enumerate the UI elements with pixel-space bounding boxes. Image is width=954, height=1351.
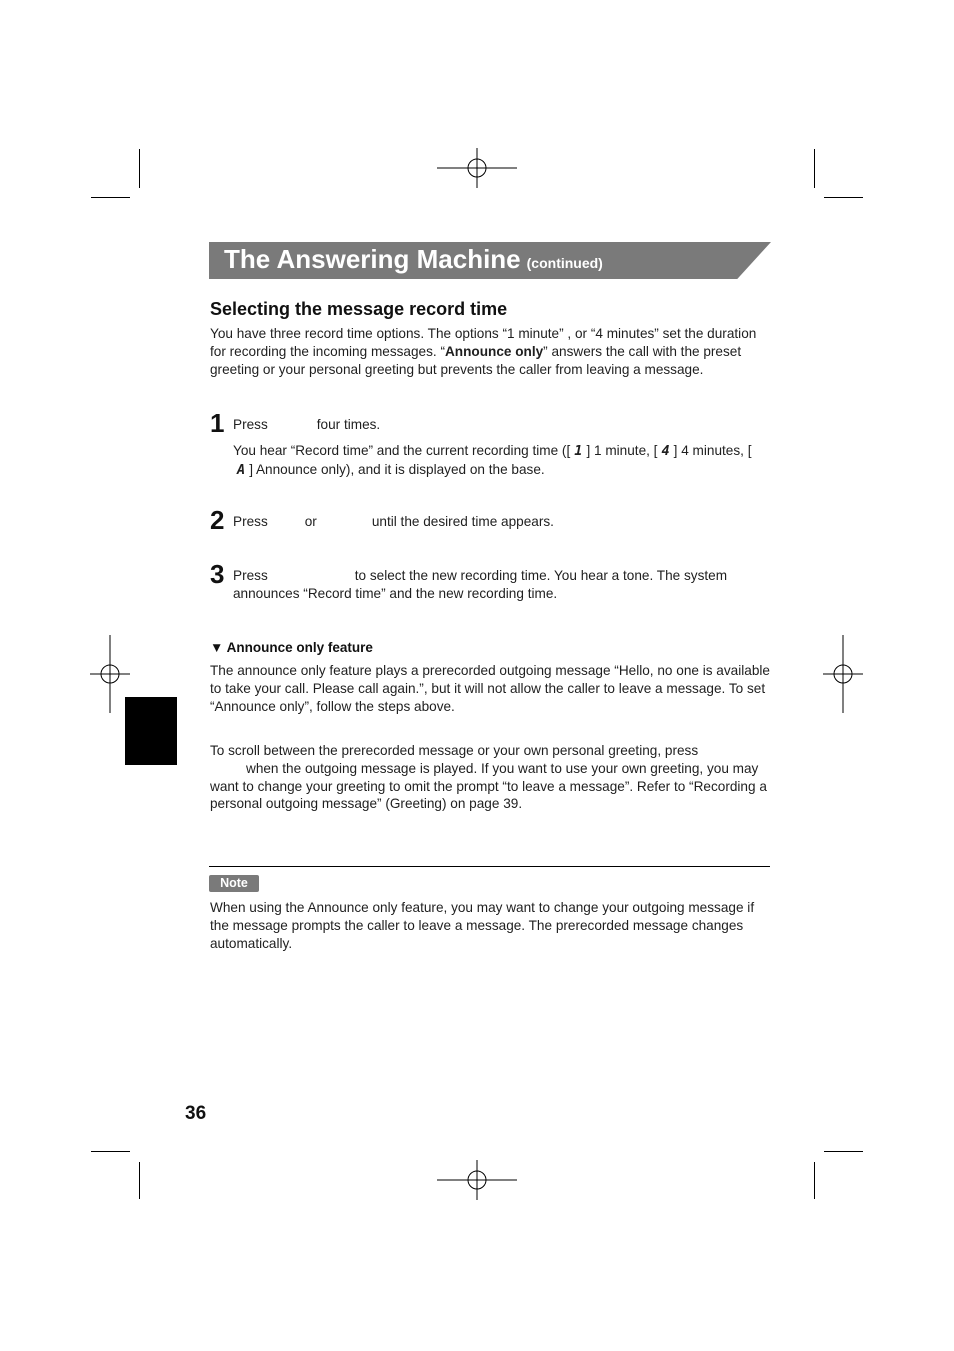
intro-text-bold: Announce only bbox=[444, 343, 544, 359]
title-text: The Answering Machine bbox=[224, 244, 521, 274]
registration-mark-left bbox=[90, 635, 130, 713]
step-3-line bbox=[233, 567, 773, 603]
note-badge: Note bbox=[209, 875, 259, 892]
feature-paragraph-1: The announce only feature plays a prerecorded outgoing message “Hello, no one is available to take your call. Please call again.”, but it will not allow the caller to leave a message. To set “Announce only”, follow the steps above. bbox=[210, 663, 770, 714]
step-1-detail-part3: ] 4 minutes, [ bbox=[673, 443, 752, 458]
chapter-tab bbox=[125, 697, 177, 765]
step-2-line bbox=[233, 513, 554, 531]
step-3-press: Press bbox=[233, 568, 268, 583]
lcd-digit-4: 4 bbox=[661, 443, 670, 459]
note-text: When using the Announce only feature, you may want to change your outgoing message if the message prompts the caller to leave a message. The prerecorded message changes automatically. bbox=[210, 900, 755, 951]
feature-paragraph-2-line1: To scroll between the prerecorded message or your own personal greeting, press bbox=[210, 743, 699, 758]
intro-text-post: ” answers the call with the preset greeting or your personal greeting but prevents the caller from leaving a message. bbox=[210, 343, 742, 377]
feature-paragraph-2-rest: when the outgoing message is played. If you want to use your own greeting, you may want to change your greeting to omit the prompt “to leave a message”. Refer to “Recording a personal outgoing message” (Greeting) on page 39. bbox=[210, 760, 767, 812]
page-number: 36 bbox=[185, 1103, 207, 1124]
title-continued: (continued) bbox=[526, 255, 603, 271]
registration-mark-right bbox=[823, 635, 863, 713]
step-1-line bbox=[233, 416, 380, 434]
step-3-number: 3 bbox=[210, 559, 225, 589]
step-2-press: Press bbox=[233, 514, 268, 529]
feature-heading-text: Announce only feature bbox=[226, 640, 373, 655]
page-title bbox=[224, 244, 603, 275]
step-1-press: Press bbox=[233, 417, 268, 432]
step-1-detail bbox=[233, 442, 753, 480]
step-1-detail-part1: You hear “Record time” and the current recording time ([ bbox=[233, 443, 571, 458]
step-1-rest: four times. bbox=[316, 417, 381, 432]
registration-mark-bottom bbox=[437, 1160, 517, 1200]
lcd-digit-1: 1 bbox=[574, 443, 583, 459]
step-2-number: 2 bbox=[210, 505, 225, 535]
triangle-down-icon: ▼ bbox=[210, 640, 224, 655]
section-heading: Selecting the message record time bbox=[210, 299, 508, 319]
step-3-rest: to select the new recording time. You hear a tone. The system announces “Record time” and the new recording time. bbox=[233, 568, 728, 601]
lcd-letter-a: A bbox=[237, 461, 246, 478]
step-1-detail-part4: ] Announce only), and it is displayed on the base. bbox=[249, 461, 545, 477]
step-1-detail-part2: ] 1 minute, [ bbox=[586, 443, 658, 458]
registration-mark-top bbox=[437, 148, 517, 188]
step-2-rest: until the desired time appears. bbox=[371, 514, 554, 529]
intro-paragraph bbox=[210, 325, 775, 378]
intro-text-pre: You have three record time options. The options “1 minute” , or “4 minutes” set the duration for recording the incoming messages. “ bbox=[210, 326, 757, 359]
feature-heading bbox=[210, 640, 373, 655]
step-2-or: or bbox=[304, 514, 317, 529]
step-1-number: 1 bbox=[210, 408, 225, 438]
divider bbox=[209, 866, 770, 867]
feature-paragraph-2 bbox=[210, 742, 770, 813]
